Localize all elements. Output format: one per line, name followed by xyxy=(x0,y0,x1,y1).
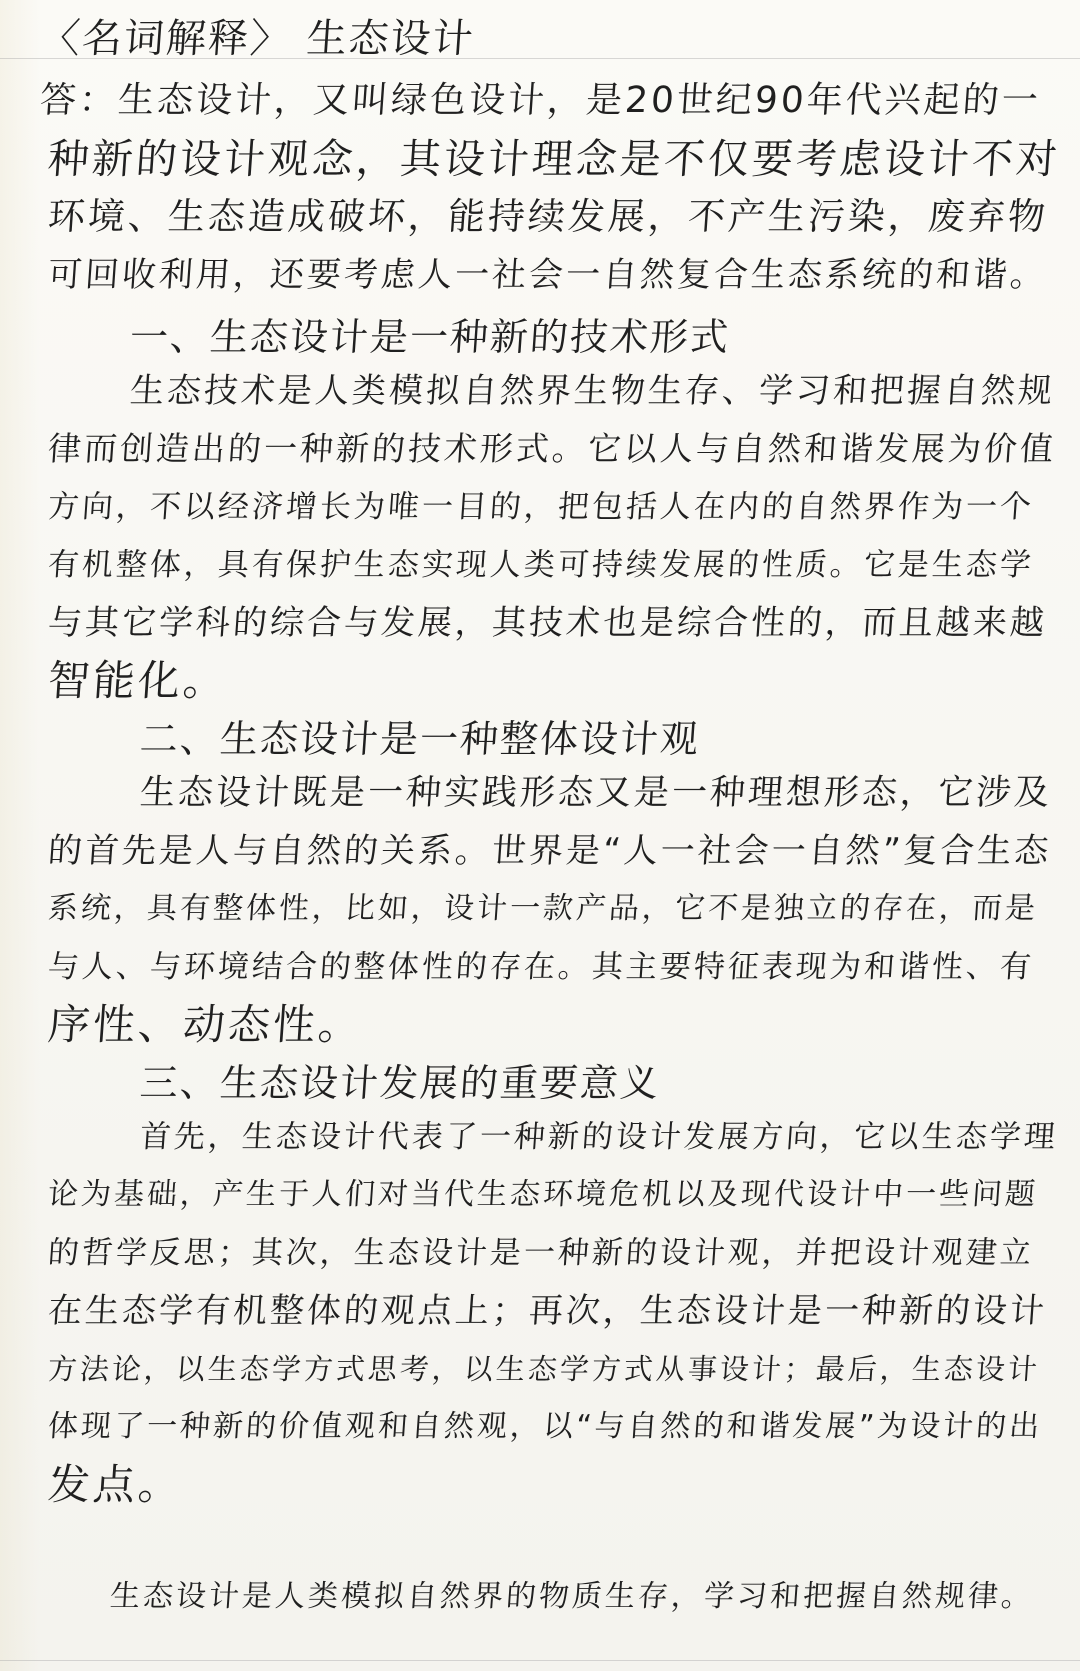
text-line: 智能化。 xyxy=(46,656,230,705)
text-line: 体现了一种新的价值观和自然观，以“与自然的和谐发展”为设计的出 xyxy=(46,1409,1044,1444)
text-line: 在生态学有机整体的观点上；再次，生态设计是一种新的设计 xyxy=(46,1291,1049,1331)
text-line: 生态设计既是一种实践形态又是一种理想形态，它涉及 xyxy=(138,773,1054,813)
text-line: 方法论，以生态学方式思考，以生态学方式从事设计；最后，生态设计 xyxy=(46,1352,1042,1386)
section-heading: 一、生态设计是一种新的技术形式 xyxy=(128,315,732,359)
text-line: 与其它学科的综合与发展，其技术也是综合性的，而且越来越 xyxy=(46,603,1049,643)
text-line: 首先，生态设计代表了一种新的设计发展方向，它以生态学理 xyxy=(138,1119,1060,1155)
text-line: 与人、与环境结合的整体性的存在。其主要特征表现为和谐性、有 xyxy=(46,949,1036,985)
text-line: 论为基础，产生于人们对当代生态环境危机以及现代设计中一些问题 xyxy=(46,1177,1040,1212)
text-line: 序性、动态性。 xyxy=(46,1000,365,1049)
text-line: 律而创造出的一种新的技术形式。它以人与自然和谐发展为价值 xyxy=(46,429,1058,468)
text-line: 发点。 xyxy=(46,1460,185,1509)
text-line: 的首先是人与自然的关系。世界是“人一社会一自然”复合生态 xyxy=(46,831,1053,871)
text-line: 生态设计是人类模拟自然界的物质生存，学习和把握自然规律。 xyxy=(108,1579,1036,1614)
text-line: 生态技术是人类模拟自然界生物生存、学习和把握自然规 xyxy=(128,371,1057,411)
text-line: 答：生态设计，又叫绿色设计，是20世纪90年代兴起的一 xyxy=(38,80,1043,121)
ruled-line xyxy=(0,1660,1080,1661)
section-heading: 二、生态设计是一种整体设计观 xyxy=(138,717,702,761)
text-line: 种新的设计观念，其设计理念是不仅要考虑设计不对 xyxy=(46,135,1062,183)
text-line: 的哲学反思；其次，生态设计是一种新的设计观，并把设计观建立 xyxy=(46,1235,1036,1271)
page-title: 〈名词解释〉 生态设计 xyxy=(38,16,477,62)
text-line: 系统，具有整体性，比如，设计一款产品，它不是独立的存在，而是 xyxy=(46,891,1040,926)
text-line: 有机整体，具有保护生态实现人类可持续发展的性质。它是生态学 xyxy=(46,547,1036,583)
section-heading: 三、生态设计发展的重要意义 xyxy=(138,1061,662,1105)
text-line: 环境、生态造成破坏，能持续发展，不产生污染，废弃物 xyxy=(46,195,1050,238)
text-line: 可回收利用，还要考虑人一社会一自然复合生态系统的和谐。 xyxy=(46,255,1049,295)
text-line: 方向，不以经济增长为唯一目的，把包括人在内的自然界作为一个 xyxy=(46,489,1036,525)
